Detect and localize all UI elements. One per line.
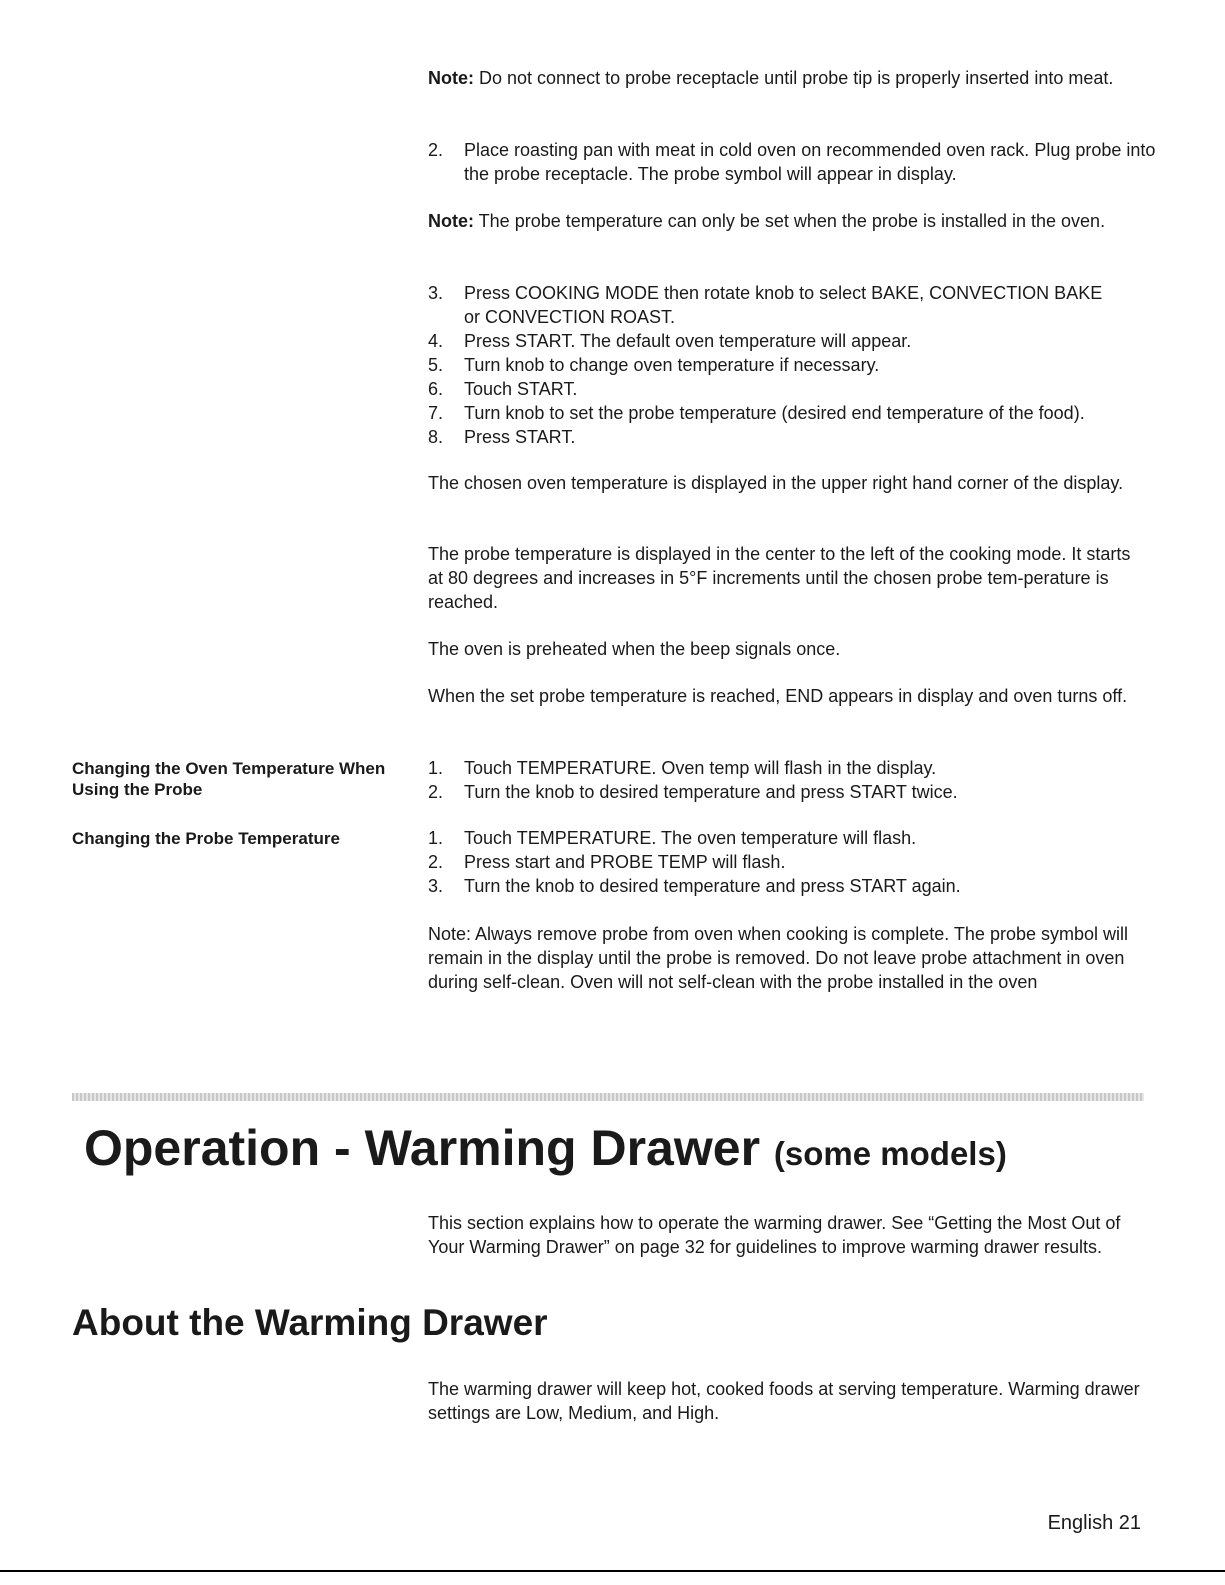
list-item	[428, 329, 1158, 353]
note-probe-installed	[428, 209, 1148, 233]
note-text: The probe temperature can only be set when the probe is installed in the oven.	[474, 211, 1106, 231]
section-heading-about: About the Warming Drawer	[72, 1302, 548, 1343]
step-text: Press START. The default oven temperature will appear.	[464, 331, 912, 351]
step-number: 3.	[428, 876, 444, 896]
step-number: 2.	[428, 782, 444, 802]
step-text: Touch TEMPERATURE. Oven temp will flash in the display.	[464, 758, 937, 778]
step-text: Turn the knob to desired temperature and press START twice.	[464, 782, 958, 802]
page-heading-warming-drawer	[84, 1118, 1007, 1184]
list-item	[428, 401, 1158, 425]
bottom-border	[0, 1570, 1225, 1572]
para-preheated: The oven is preheated when the beep signals once.	[428, 639, 841, 659]
para-probe-temp: The probe temperature is displayed in the center to the left of the cooking mode. It starts at 80 degrees and increases in 5°F increments until the chosen probe tem-perature is reached.	[428, 544, 1131, 612]
step-number: 5.	[428, 355, 444, 375]
sidebar-heading-change-probe: Changing the Probe Temperature	[72, 829, 340, 848]
step-number: 4.	[428, 331, 444, 351]
step-text: Press START.	[464, 427, 576, 447]
step-text: Touch START.	[464, 379, 578, 399]
note-text: Do not connect to probe receptacle until probe tip is properly inserted into meat.	[474, 68, 1114, 88]
step-list-3-8	[428, 281, 1158, 449]
para-end: When the set probe temperature is reached, END appears in display and oven turns off.	[428, 686, 1128, 706]
list-item	[428, 850, 1158, 874]
step-list-change-probe	[428, 826, 1158, 898]
step-text: Touch TEMPERATURE. The oven temperature will flash.	[464, 828, 917, 848]
step-number: 2.	[428, 852, 444, 872]
list-item	[428, 377, 1158, 401]
list-item	[428, 780, 1158, 804]
list-item	[428, 874, 1158, 898]
step-text: Turn knob to change oven temperature if necessary.	[464, 355, 880, 375]
note-probe-connect	[428, 66, 1148, 90]
list-item	[428, 425, 1158, 449]
step-list-change-oven	[428, 756, 1158, 804]
step-number: 1.	[428, 758, 444, 778]
note-label: Note:	[428, 68, 474, 88]
intro-paragraph: This section explains how to operate the warming drawer. See “Getting the Most Out of Your Warming Drawer” on page 32 for guidelines to improve warming drawer results.	[428, 1213, 1121, 1257]
step-number: 8.	[428, 427, 444, 447]
step-number: 2.	[428, 140, 444, 160]
about-paragraph: The warming drawer will keep hot, cooked foods at serving temperature. Warming drawer settings are Low, Medium, and High.	[428, 1379, 1140, 1423]
step-text: Press start and PROBE TEMP will flash.	[464, 852, 786, 872]
list-item	[428, 826, 1158, 850]
list-item	[428, 281, 1158, 329]
para-oven-temp: The chosen oven temperature is displayed in the upper right hand corner of the display.	[428, 473, 1124, 493]
step-text: Turn knob to set the probe temperature (desired end temperature of the food).	[464, 403, 1085, 423]
step-text: Place roasting pan with meat in cold oven on recommended oven rack. Plug probe into the probe receptacle. The probe symbol will appear in display.	[464, 140, 1156, 184]
list-item	[428, 353, 1158, 377]
sidebar-heading-change-oven: Changing the Oven Temperature When Using the Probe	[72, 759, 386, 799]
note-label: Note:	[428, 211, 474, 231]
step-list-2	[428, 138, 1158, 186]
section-divider	[72, 1093, 1144, 1101]
step-number: 6.	[428, 379, 444, 399]
step-text: Press COOKING MODE then rotate knob to select BAKE, CONVECTION BAKE or CONVECTION ROAST.	[464, 283, 1103, 327]
list-item	[428, 138, 1158, 186]
page-footer: English 21	[1047, 1512, 1141, 1534]
heading-main-text: Operation - Warming Drawer	[84, 1120, 774, 1176]
step-text: Turn the knob to desired temperature and press START again.	[464, 876, 961, 896]
step-number: 1.	[428, 828, 444, 848]
step-number: 3.	[428, 283, 444, 303]
heading-models-note: (some models)	[773, 1135, 1007, 1172]
step-number: 7.	[428, 403, 444, 423]
note-remove-probe: Note: Always remove probe from oven when cooking is complete. The probe symbol will remain in the display until the probe is removed. Do not leave probe attachment in oven during self-clean. Oven will not self-clean with the probe installed in the oven	[428, 924, 1128, 992]
list-item	[428, 756, 1158, 780]
